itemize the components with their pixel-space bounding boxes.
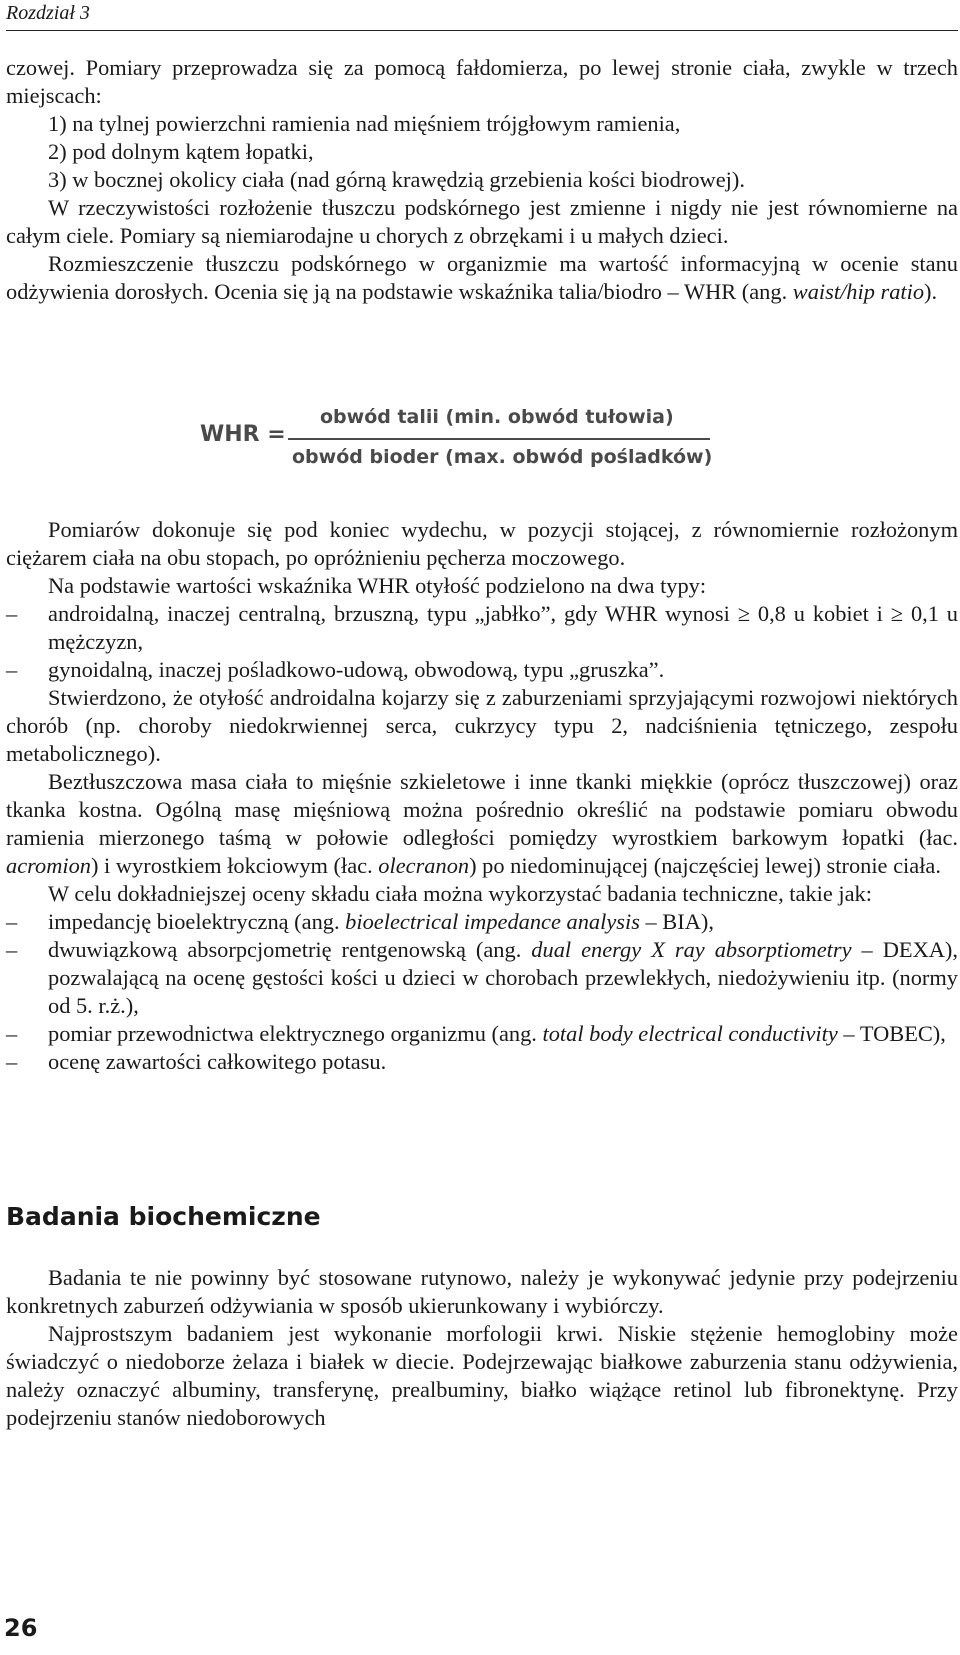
text-segment: dwuwiązkową absorpcjometrię rentgenowską (ang. (48, 937, 532, 962)
paragraph-biochem-usage: Badania te nie powinny być stosowane rutynowo, należy je wykonywać jedynie przy podejrzeniu konkretnych zaburzeń odżywiania w sposób ukierunkowany i wybiórczy. (6, 1265, 958, 1318)
text-segment: ) po niedominującej (najczęściej lewej) stronie ciała. (469, 853, 941, 878)
italic-term: olecranon (378, 853, 470, 878)
text-block-skinfold (6, 54, 958, 306)
list-item-bia (6, 908, 958, 936)
text-segment: – TOBEC), (837, 1021, 946, 1046)
list-item-text: androidalną, inaczej centralną, brzuszną, typu „jabłko”, gdy WHR wynosi ≥ 0,8 u kobiet i ≥ 0,1 u mężczyzn, (48, 601, 958, 654)
list-item-android (6, 600, 958, 656)
formula-lhs: WHR = (200, 422, 286, 447)
paragraph-lean-mass (6, 768, 958, 880)
text-block-whr (6, 516, 958, 1076)
italic-term: dual energy X ray absorptiometry (531, 937, 852, 962)
text-segment: impedancję bioelektryczną (ang. (48, 909, 346, 934)
list-item-text: gynoidalną, inaczej pośladkowo-udową, obwodową, typu „gruszka”. (48, 657, 665, 682)
chapter-title: Rozdział 3 (6, 2, 90, 24)
formula-numerator: obwód talii (min. obwód tułowia) (320, 406, 674, 428)
dash-bullet: – (6, 937, 18, 962)
text-segment: Rozmieszczenie tłuszczu podskórnego w organizmie ma wartość informacyjną w ocenie stanu odżywienia dorosłych. Ocenia się ją na podstawie wskaźnika talia/biodro – WHR (ang. (6, 251, 958, 304)
whr-formula (200, 392, 720, 482)
italic-term: total body electrical conductivity (542, 1021, 838, 1046)
list-item-site-2: 2) pod dolnym kątem łopatki, (48, 139, 314, 164)
page-number: 26 (4, 1614, 38, 1642)
italic-term: acromion (6, 853, 91, 878)
text-segment: – DEXA), pozwalającą na ocenę gęstości kości u dzieci w chorobach przewlekłych, niedożywieniu itp. (normy od 5. r.ż.), (48, 937, 958, 1018)
list-item-tobec (6, 1020, 958, 1048)
dash-bullet: – (6, 657, 18, 682)
text-segment: – BIA), (639, 909, 714, 934)
list-item-site-3: 3) w bocznej okolicy ciała (nad górną krawędzią grzebienia kości biodrowej). (48, 167, 745, 192)
italic-term: bioelectrical impedance analysis (345, 909, 640, 934)
section-heading: Badania biochemiczne (6, 1202, 321, 1231)
paragraph-skinfold-measurement: czowej. Pomiary przeprowadza się za pomocą fałdomierza, po lewej stronie ciała, zwykle w trzech miejscach: (6, 55, 958, 108)
paragraph-technical-methods: W celu dokładniejszej oceny składu ciała można wykorzystać badania techniczne, takie jak: (48, 881, 872, 906)
dash-bullet: – (6, 909, 18, 934)
text-segment: ) i wyrostkiem łokciowym (łac. (91, 853, 379, 878)
text-block-biochemistry (6, 1264, 958, 1432)
page-header (6, 0, 958, 31)
paragraph-measurement-conditions: Pomiarów dokonuje się pod koniec wydechu, w pozycji stojącej, z równomiernie rozłożonym ciężarem ciała na obu stopach, po opróżnieniu pęcherza moczowego. (6, 517, 958, 570)
italic-term: waist/hip ratio (792, 279, 925, 304)
paragraph-android-risk: Stwierdzono, że otyłość androidalna kojarzy się z zaburzeniami sprzyjającymi rozwojowi niektórych chorób (np. choroby niedokrwiennej serca, cukrzycy typu 2, nadciśnienia tętniczego, zespołu metabolicznego). (6, 685, 958, 766)
fraction-line (288, 438, 710, 440)
paragraph-fat-distribution: W rzeczywistości rozłożenie tłuszczu podskórnego jest zmienne i nigdy nie jest równomierne na całym ciele. Pomiary są niemiarodajne u chorych z obrzękami i u małych dzieci. (6, 195, 958, 248)
list-item-gynoid (6, 656, 958, 684)
list-item-text: ocenę zawartości całkowitego potasu. (48, 1049, 387, 1074)
list-item-dexa (6, 936, 958, 1020)
formula-denominator: obwód bioder (max. obwód pośladków) (292, 446, 713, 468)
text-segment: ). (924, 279, 938, 304)
dash-bullet: – (6, 1049, 18, 1074)
list-item-site-1: 1) na tylnej powierzchni ramienia nad mięśniem trójgłowym ramienia, (48, 111, 681, 136)
list-item-potassium (6, 1048, 958, 1076)
paragraph-blood-morphology: Najprostszym badaniem jest wykonanie morfologii krwi. Niskie stężenie hemoglobiny może świadczyć o niedoborze żelaza i białek w diecie. Podejrzewając białkowe zaburzenia stanu odżywienia, należy oznaczyć albuminy, transferynę, prealbuminy, białko wiążące retinol lub fibronektynę. Przy podejrzeniu stanów niedoborowych (6, 1321, 958, 1430)
text-segment: Beztłuszczowa masa ciała to mięśnie szkieletowe i inne tkanki miękkie (oprócz tłuszczowej) oraz tkanka kostna. Ogólną masę mięśniową można pośrednio określić na podstawie pomiaru obwodu ramienia mierzonego taśmą w połowie odległości pomiędzy wyrostkiem barkowym łopatki (łac. (6, 769, 958, 850)
paragraph-obesity-types: Na podstawie wartości wskaźnika WHR otyłość podzielono na dwa typy: (48, 573, 707, 598)
paragraph-whr-intro (6, 250, 958, 306)
text-segment: pomiar przewodnictwa elektrycznego organizmu (ang. (48, 1021, 543, 1046)
dash-bullet: – (6, 1021, 18, 1046)
dash-bullet: – (6, 601, 18, 626)
